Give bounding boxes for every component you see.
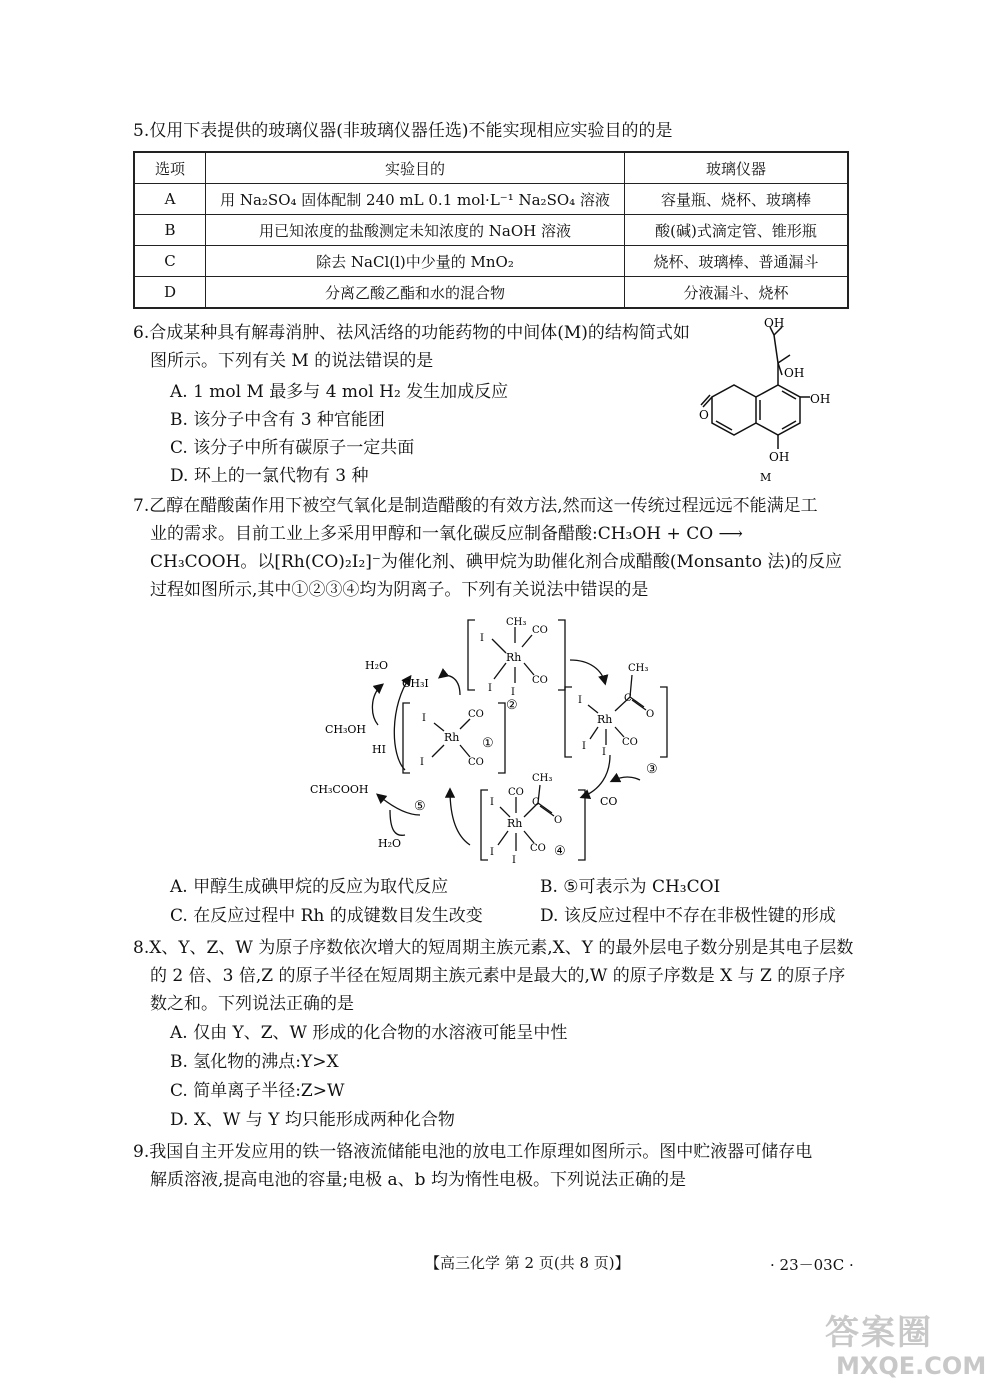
table-row [134, 215, 848, 246]
q6-stem-line2: 图所示。下列有关 M 的说法错误的是 [150, 351, 434, 371]
q7-stem-line3: CH₃COOH。以[Rh(CO)₂I₂]⁻为催化剂、碘甲烷为助催化剂合成醋酸(Monsanto 法)的反应 [150, 552, 843, 572]
h2o-bottom-label: H₂O [378, 837, 402, 850]
q5-table [133, 151, 849, 309]
col-purpose-header: 实验目的 [206, 152, 625, 184]
q8-option-c: C. 简单离子半径:Z>W [170, 1081, 345, 1101]
i-label: I [602, 747, 606, 758]
rh-label: Rh [506, 651, 522, 664]
i-label: I [578, 695, 582, 706]
monsanto-cycle-diagram [310, 605, 690, 870]
q6-stem-line1: 6.合成某种具有解毒消肿、祛风活络的功能药物的中间体(M)的结构简式如 [133, 323, 690, 343]
q6-option-a: A. 1 mol M 最多与 4 mol H₂ 发生加成反应 [170, 382, 509, 402]
col-glassware-header: 玻璃仪器 [625, 152, 849, 184]
co-label: CO [532, 675, 548, 686]
q6-option-d: D. 环上的一氯代物有 3 种 [170, 466, 369, 486]
ch3-label: CH₃ [628, 663, 649, 674]
row-glassware: 烧杯、玻璃棒、普通漏斗 [625, 246, 849, 277]
table-row [134, 277, 848, 309]
h2o-top-label: H₂O [365, 659, 389, 672]
oh-label-3: OH [810, 392, 831, 406]
row-purpose: 除去 NaCl(l)中少量的 MnO₂ [206, 246, 625, 277]
label-1: ① [482, 736, 494, 751]
rh-label: Rh [597, 713, 613, 726]
row-glassware: 分液漏斗、烧杯 [625, 277, 849, 309]
q7-stem-line1: 7.乙醇在醋酸菌作用下被空气氧化是制造醋酸的有效方法,然而这一传统过程远远不能满足工 [133, 496, 818, 516]
label-2: ② [506, 698, 518, 713]
co-label: CO [508, 787, 524, 798]
row-option: C [134, 246, 206, 277]
q5-stem: 5.仅用下表提供的玻璃仪器(非玻璃仪器任选)不能实现相应实验目的的是 [133, 121, 673, 141]
structure-name-label: M [760, 471, 772, 484]
table-header-row [134, 152, 848, 184]
label-4: ④ [554, 844, 566, 859]
q7-option-a: A. 甲醇生成碘甲烷的反应为取代反应 [170, 877, 449, 897]
q6-option-c: C. 该分子中所有碳原子一定共面 [170, 438, 415, 458]
oh-label-4: OH [769, 450, 790, 464]
ch3oh-label: CH₃OH [325, 723, 367, 736]
row-option: A [134, 184, 206, 215]
rh-label: Rh [507, 817, 523, 830]
q7-option-d: D. 该反应过程中不存在非极性键的形成 [540, 906, 836, 926]
c-label: C [532, 797, 540, 808]
ch3-label: CH₃ [532, 773, 553, 784]
q8-stem-line1: 8.X、Y、Z、W 为原子序数依次增大的短周期主族元素,X、Y 的最外层电子数分别是其电子层数 [133, 938, 854, 958]
row-purpose: 分离乙酸乙酯和水的混合物 [206, 277, 625, 309]
hi-label: HI [372, 743, 386, 756]
co-label: CO [530, 843, 546, 854]
label-5: ⑤ [414, 799, 426, 814]
q7-stem-line4: 过程如图所示,其中①②③④均为阴离子。下列有关说法中错误的是 [150, 580, 649, 600]
q9-stem-line1: 9.我国自主开发应用的铁一铬液流储能电池的放电工作原理如图所示。图中贮液器可储存电 [133, 1142, 813, 1162]
structure-m-diagram [700, 315, 860, 490]
q8-stem-line2: 的 2 倍、3 倍,Z 的原子半径在短周期主族元素中是最大的,W 的原子序数是 X 与 Z 的原子序 [150, 966, 846, 986]
i-label: I [480, 633, 484, 644]
row-option: D [134, 277, 206, 309]
ch3cooh-label: CH₃COOH [310, 783, 369, 796]
row-glassware: 容量瓶、烧杯、玻璃棒 [625, 184, 849, 215]
q8-option-d: D. X、W 与 Y 均只能形成两种化合物 [170, 1110, 455, 1130]
row-purpose: 用已知浓度的盐酸测定未知浓度的 NaOH 溶液 [206, 215, 625, 246]
oh-label-1: OH [764, 316, 785, 330]
i-label: I [512, 855, 516, 866]
q8-stem-line3: 数之和。下列说法正确的是 [150, 994, 354, 1014]
watermark-logo: 答案圈 [825, 1313, 933, 1353]
co-label: CO [622, 737, 638, 748]
q7-option-c: C. 在反应过程中 Rh 的成键数目发生改变 [170, 906, 483, 926]
row-glassware: 酸(碱)式滴定管、锥形瓶 [625, 215, 849, 246]
row-option: B [134, 215, 206, 246]
q6-option-b: B. 该分子中含有 3 种官能团 [170, 410, 385, 430]
o-carbonyl-label: O [699, 408, 709, 422]
co-label: CO [468, 709, 484, 720]
o-label: O [554, 815, 563, 826]
ch3i-label: CH₃I [402, 677, 429, 690]
ch3-label: CH₃ [506, 617, 527, 628]
table-row [134, 246, 848, 277]
row-purpose: 用 Na₂SO₄ 固体配制 240 mL 0.1 mol·L⁻¹ Na₂SO₄ 溶液 [206, 184, 625, 215]
c-label: C [624, 693, 632, 704]
i-label: I [490, 797, 494, 808]
watermark-site: MXQE.COM [836, 1352, 987, 1380]
i-label: I [420, 757, 424, 768]
co-label: CO [468, 757, 484, 768]
q8-option-b: B. 氢化物的沸点:Y>X [170, 1052, 339, 1072]
i-label: I [490, 847, 494, 858]
i-label: I [582, 741, 586, 752]
i-label: I [422, 713, 426, 724]
o-label: O [646, 709, 655, 720]
i-label: I [488, 683, 492, 694]
col-option-header: 选项 [134, 152, 206, 184]
co-in-label: CO [600, 795, 618, 808]
page-footer: 【高三化学 第 2 页(共 8 页)】 [425, 1254, 630, 1272]
q7-option-b: B. ⑤可表示为 CH₃COI [540, 877, 721, 897]
q8-option-a: A. 仅由 Y、Z、W 形成的化合物的水溶液可能呈中性 [170, 1023, 568, 1043]
co-label: CO [532, 625, 548, 636]
q7-stem-line2: 业的需求。目前工业上多采用甲醇和一氧化碳反应制备醋酸:CH₃OH + CO ⟶ [150, 524, 743, 544]
q9-stem-line2: 解质溶液,提高电池的容量;电极 a、b 均为惰性电极。下列说法正确的是 [150, 1170, 686, 1190]
table-row [134, 184, 848, 215]
footer-code: · 23－03C · [770, 1256, 854, 1274]
oh-label-2: OH [784, 366, 805, 380]
rh-label: Rh [444, 731, 460, 744]
label-3: ③ [646, 762, 658, 777]
i-label: I [511, 687, 515, 698]
